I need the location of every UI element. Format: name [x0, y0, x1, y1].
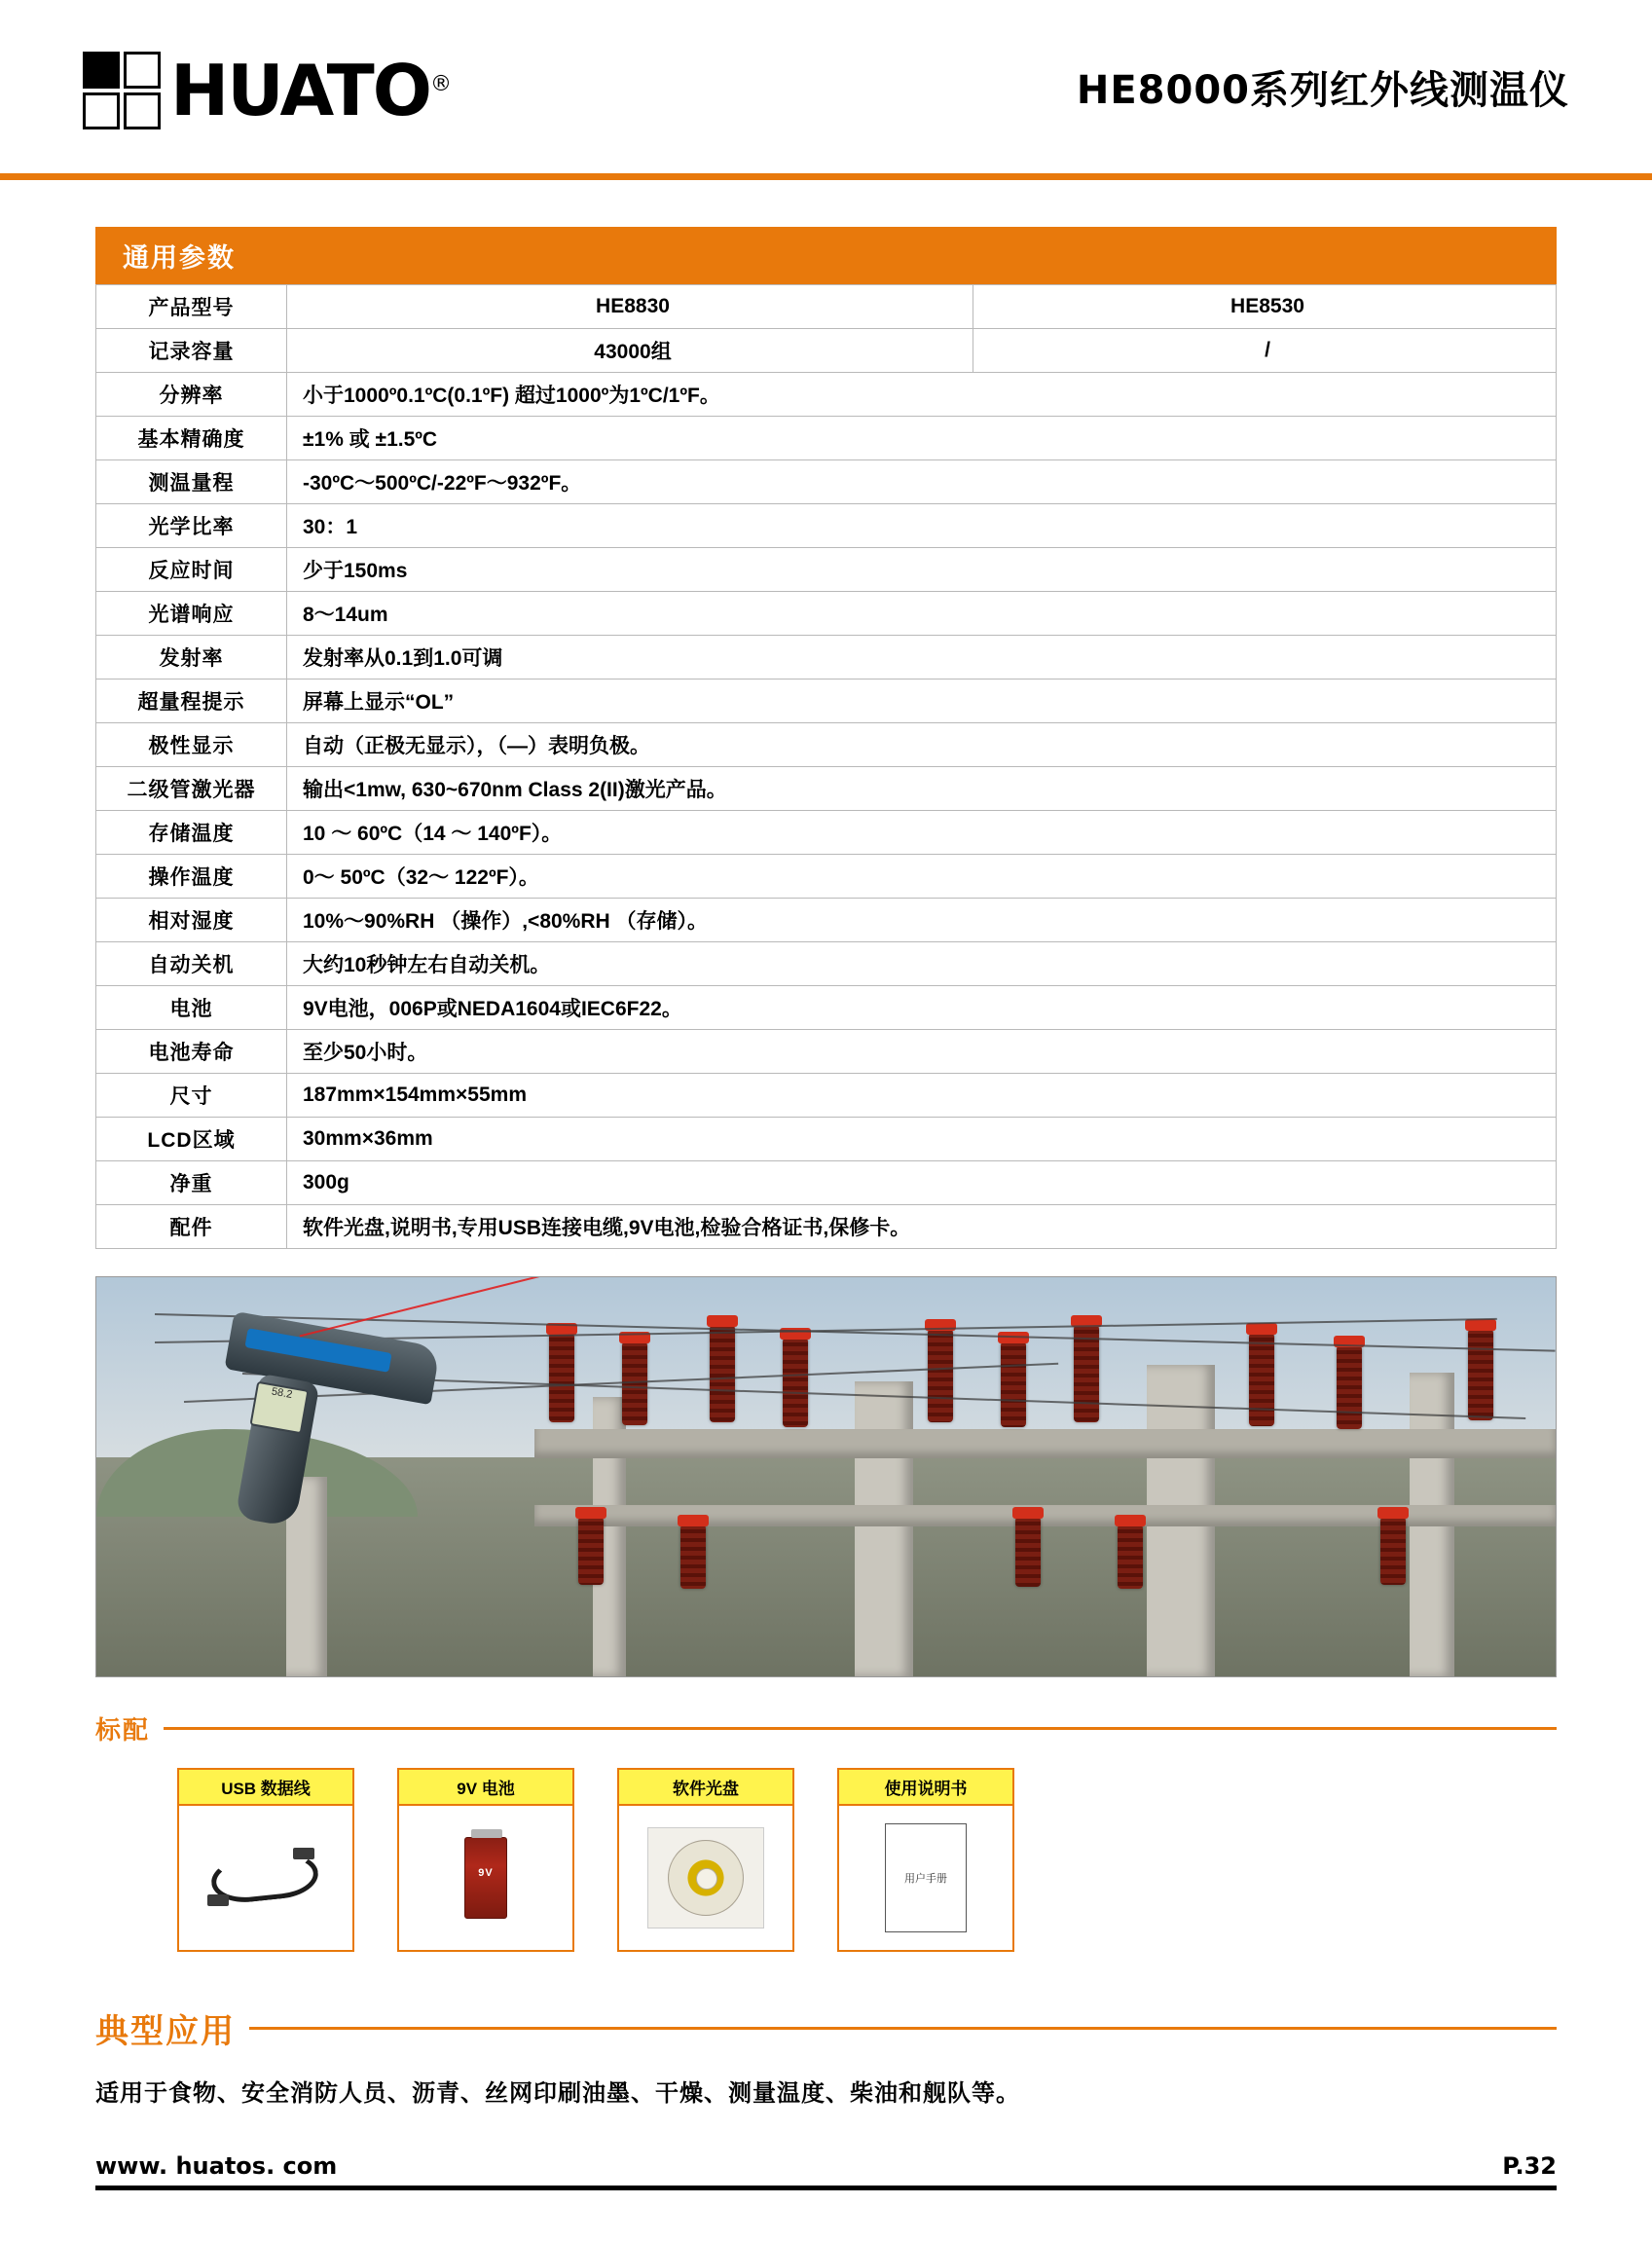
- list-item: [617, 1768, 794, 1952]
- photo-insulator: [680, 1525, 706, 1589]
- accessory-image: [397, 1804, 574, 1952]
- footer-divider: [95, 2186, 1557, 2190]
- row-label: 极性显示: [96, 723, 287, 767]
- photo-beam: [534, 1429, 1556, 1458]
- table-row: [96, 855, 1557, 899]
- table-row: [96, 460, 1557, 504]
- page-number: P.32: [1502, 2152, 1557, 2180]
- table-row: [96, 636, 1557, 680]
- row-value: 8～14um: [287, 592, 1557, 636]
- battery-icon: [464, 1837, 507, 1919]
- application-title: 典型应用: [95, 2013, 236, 2050]
- row-value: 输出<1mw, 630~670nm Class 2(II)激光产品。: [287, 767, 1557, 811]
- table-row: [96, 285, 1557, 329]
- table-row: [96, 1030, 1557, 1074]
- row-value: 少于150ms: [287, 548, 1557, 592]
- row-value: 10%～90%RH （操作）,<80%RH （存储）。: [287, 899, 1557, 942]
- accessory-image: [617, 1804, 794, 1952]
- table-row: [96, 1074, 1557, 1118]
- website-url: www. huatos. com: [95, 2152, 338, 2180]
- row-label: 自动关机: [96, 942, 287, 986]
- row-value: 9V电池，006P或NEDA1604或IEC6F22。: [287, 986, 1557, 1030]
- list-item: [177, 1768, 354, 1952]
- row-label: 净重: [96, 1161, 287, 1205]
- row-label: LCD区域: [96, 1118, 287, 1161]
- table-row: [96, 899, 1557, 942]
- row-value: 至少50小时。: [287, 1030, 1557, 1074]
- table-row: [96, 373, 1557, 417]
- row-label: 存储温度: [96, 811, 287, 855]
- logo-wordmark: [170, 50, 450, 131]
- accessory-image: [177, 1804, 354, 1952]
- device-screen: 58.2: [249, 1381, 309, 1435]
- table-row: [96, 417, 1557, 460]
- photo-insulator: [1337, 1345, 1362, 1429]
- row-label: 尺寸: [96, 1074, 287, 1118]
- table-row: [96, 548, 1557, 592]
- photo-pole: [855, 1381, 913, 1676]
- row-value: 187mm×154mm×55mm: [287, 1074, 1557, 1118]
- manual-book-icon: 用户手册: [885, 1823, 967, 1932]
- accessory-title: USB 数据线: [177, 1768, 354, 1804]
- row-label: 操作温度: [96, 855, 287, 899]
- photo-insulator: [1468, 1329, 1493, 1420]
- photo-insulator: [710, 1325, 735, 1422]
- accessories-list: [95, 1768, 1557, 1952]
- page-header: [0, 0, 1652, 173]
- cd-disc-icon: [647, 1827, 764, 1929]
- row-value: 30：1: [287, 504, 1557, 548]
- logo-text: HUATO: [170, 50, 430, 131]
- photo-insulator: [783, 1338, 808, 1427]
- table-row: [96, 329, 1557, 373]
- accessories-title: 标配: [95, 1715, 151, 1745]
- row-value: 30mm×36mm: [287, 1118, 1557, 1161]
- row-label: 测温量程: [96, 460, 287, 504]
- usb-cable-icon: [207, 1844, 324, 1912]
- page-title: HE8000系列红外线测温仪: [1076, 67, 1569, 113]
- table-row: [96, 1118, 1557, 1161]
- table-row: [96, 504, 1557, 548]
- row-label: 发射率: [96, 636, 287, 680]
- spec-section-title: 通用参数: [95, 227, 1557, 284]
- application-text: 适用于食物、安全消防人员、沥青、丝网印刷油墨、干燥、测量温度、柴油和舰队等。: [95, 2080, 1020, 2107]
- brand-logo: [83, 52, 450, 129]
- logo-mark-icon: [83, 52, 161, 129]
- accessory-image: [837, 1804, 1014, 1952]
- row-value-model-b: HE8530: [973, 285, 1557, 329]
- product-photo: [95, 1276, 1557, 1677]
- table-row: [96, 680, 1557, 723]
- accessory-title: 软件光盘: [617, 1768, 794, 1804]
- application-heading: [95, 2004, 1557, 2052]
- list-item: [397, 1768, 574, 1952]
- photo-insulator: [549, 1333, 574, 1422]
- photo-insulator: [928, 1329, 953, 1422]
- accessories-divider: [164, 1727, 1557, 1730]
- row-value: 小于1000º0.1ºC(0.1ºF) 超过1000º为1ºC/1ºF。: [287, 373, 1557, 417]
- row-value: 大约10秒钟左右自动关机。: [287, 942, 1557, 986]
- row-label: 记录容量: [96, 329, 287, 373]
- row-value-model-b: /: [973, 329, 1557, 373]
- photo-insulator: [1118, 1525, 1143, 1589]
- accessory-title: 使用说明书: [837, 1768, 1014, 1804]
- photo-insulator: [1380, 1517, 1406, 1585]
- table-row: [96, 942, 1557, 986]
- row-label: 光学比率: [96, 504, 287, 548]
- battery-label: 9V: [478, 1867, 494, 1879]
- specifications-table: [95, 284, 1557, 1249]
- row-label: 产品型号: [96, 285, 287, 329]
- table-row: [96, 767, 1557, 811]
- page-footer: [95, 2152, 1557, 2190]
- row-label: 超量程提示: [96, 680, 287, 723]
- row-label: 相对湿度: [96, 899, 287, 942]
- table-row: [96, 1161, 1557, 1205]
- header-divider: [0, 173, 1652, 180]
- row-value: 10 ～ 60ºC（14 ～ 140ºF）。: [287, 811, 1557, 855]
- row-value: 发射率从0.1到1.0可调: [287, 636, 1557, 680]
- row-label: 光谱响应: [96, 592, 287, 636]
- row-label: 配件: [96, 1205, 287, 1249]
- row-value: -30ºC～500ºC/-22ºF～932ºF。: [287, 460, 1557, 504]
- row-label: 分辨率: [96, 373, 287, 417]
- table-row: [96, 986, 1557, 1030]
- photo-insulator: [1015, 1517, 1041, 1587]
- registered-mark-icon: ®: [429, 72, 450, 96]
- page-content: [0, 227, 1652, 2108]
- row-label: 电池寿命: [96, 1030, 287, 1074]
- row-value: 0～ 50ºC（32～ 122ºF）。: [287, 855, 1557, 899]
- accessories-heading: [95, 1710, 1557, 1746]
- row-value: 屏幕上显示“OL”: [287, 680, 1557, 723]
- row-value-model-a: 43000组: [287, 329, 973, 373]
- table-row: [96, 1205, 1557, 1249]
- photo-insulator: [1249, 1333, 1274, 1426]
- application-divider: [249, 2027, 1557, 2030]
- list-item: [837, 1768, 1014, 1952]
- row-label: 电池: [96, 986, 287, 1030]
- accessory-title: 9V 电池: [397, 1768, 574, 1804]
- row-value: 自动（正极无显示），（—）表明负极。: [287, 723, 1557, 767]
- table-row: [96, 811, 1557, 855]
- photo-insulator: [578, 1517, 604, 1585]
- photo-insulator: [1001, 1341, 1026, 1427]
- row-label: 基本精确度: [96, 417, 287, 460]
- row-label: 二级管激光器: [96, 767, 287, 811]
- table-row: [96, 723, 1557, 767]
- infrared-thermometer-device: [228, 1329, 442, 1562]
- row-value: ±1% 或 ±1.5ºC: [287, 417, 1557, 460]
- row-value-model-a: HE8830: [287, 285, 973, 329]
- row-label: 反应时间: [96, 548, 287, 592]
- row-value: 软件光盘,说明书,专用USB连接电缆,9V电池,检验合格证书,保修卡。: [287, 1205, 1557, 1249]
- table-row: [96, 592, 1557, 636]
- row-value: 300g: [287, 1161, 1557, 1205]
